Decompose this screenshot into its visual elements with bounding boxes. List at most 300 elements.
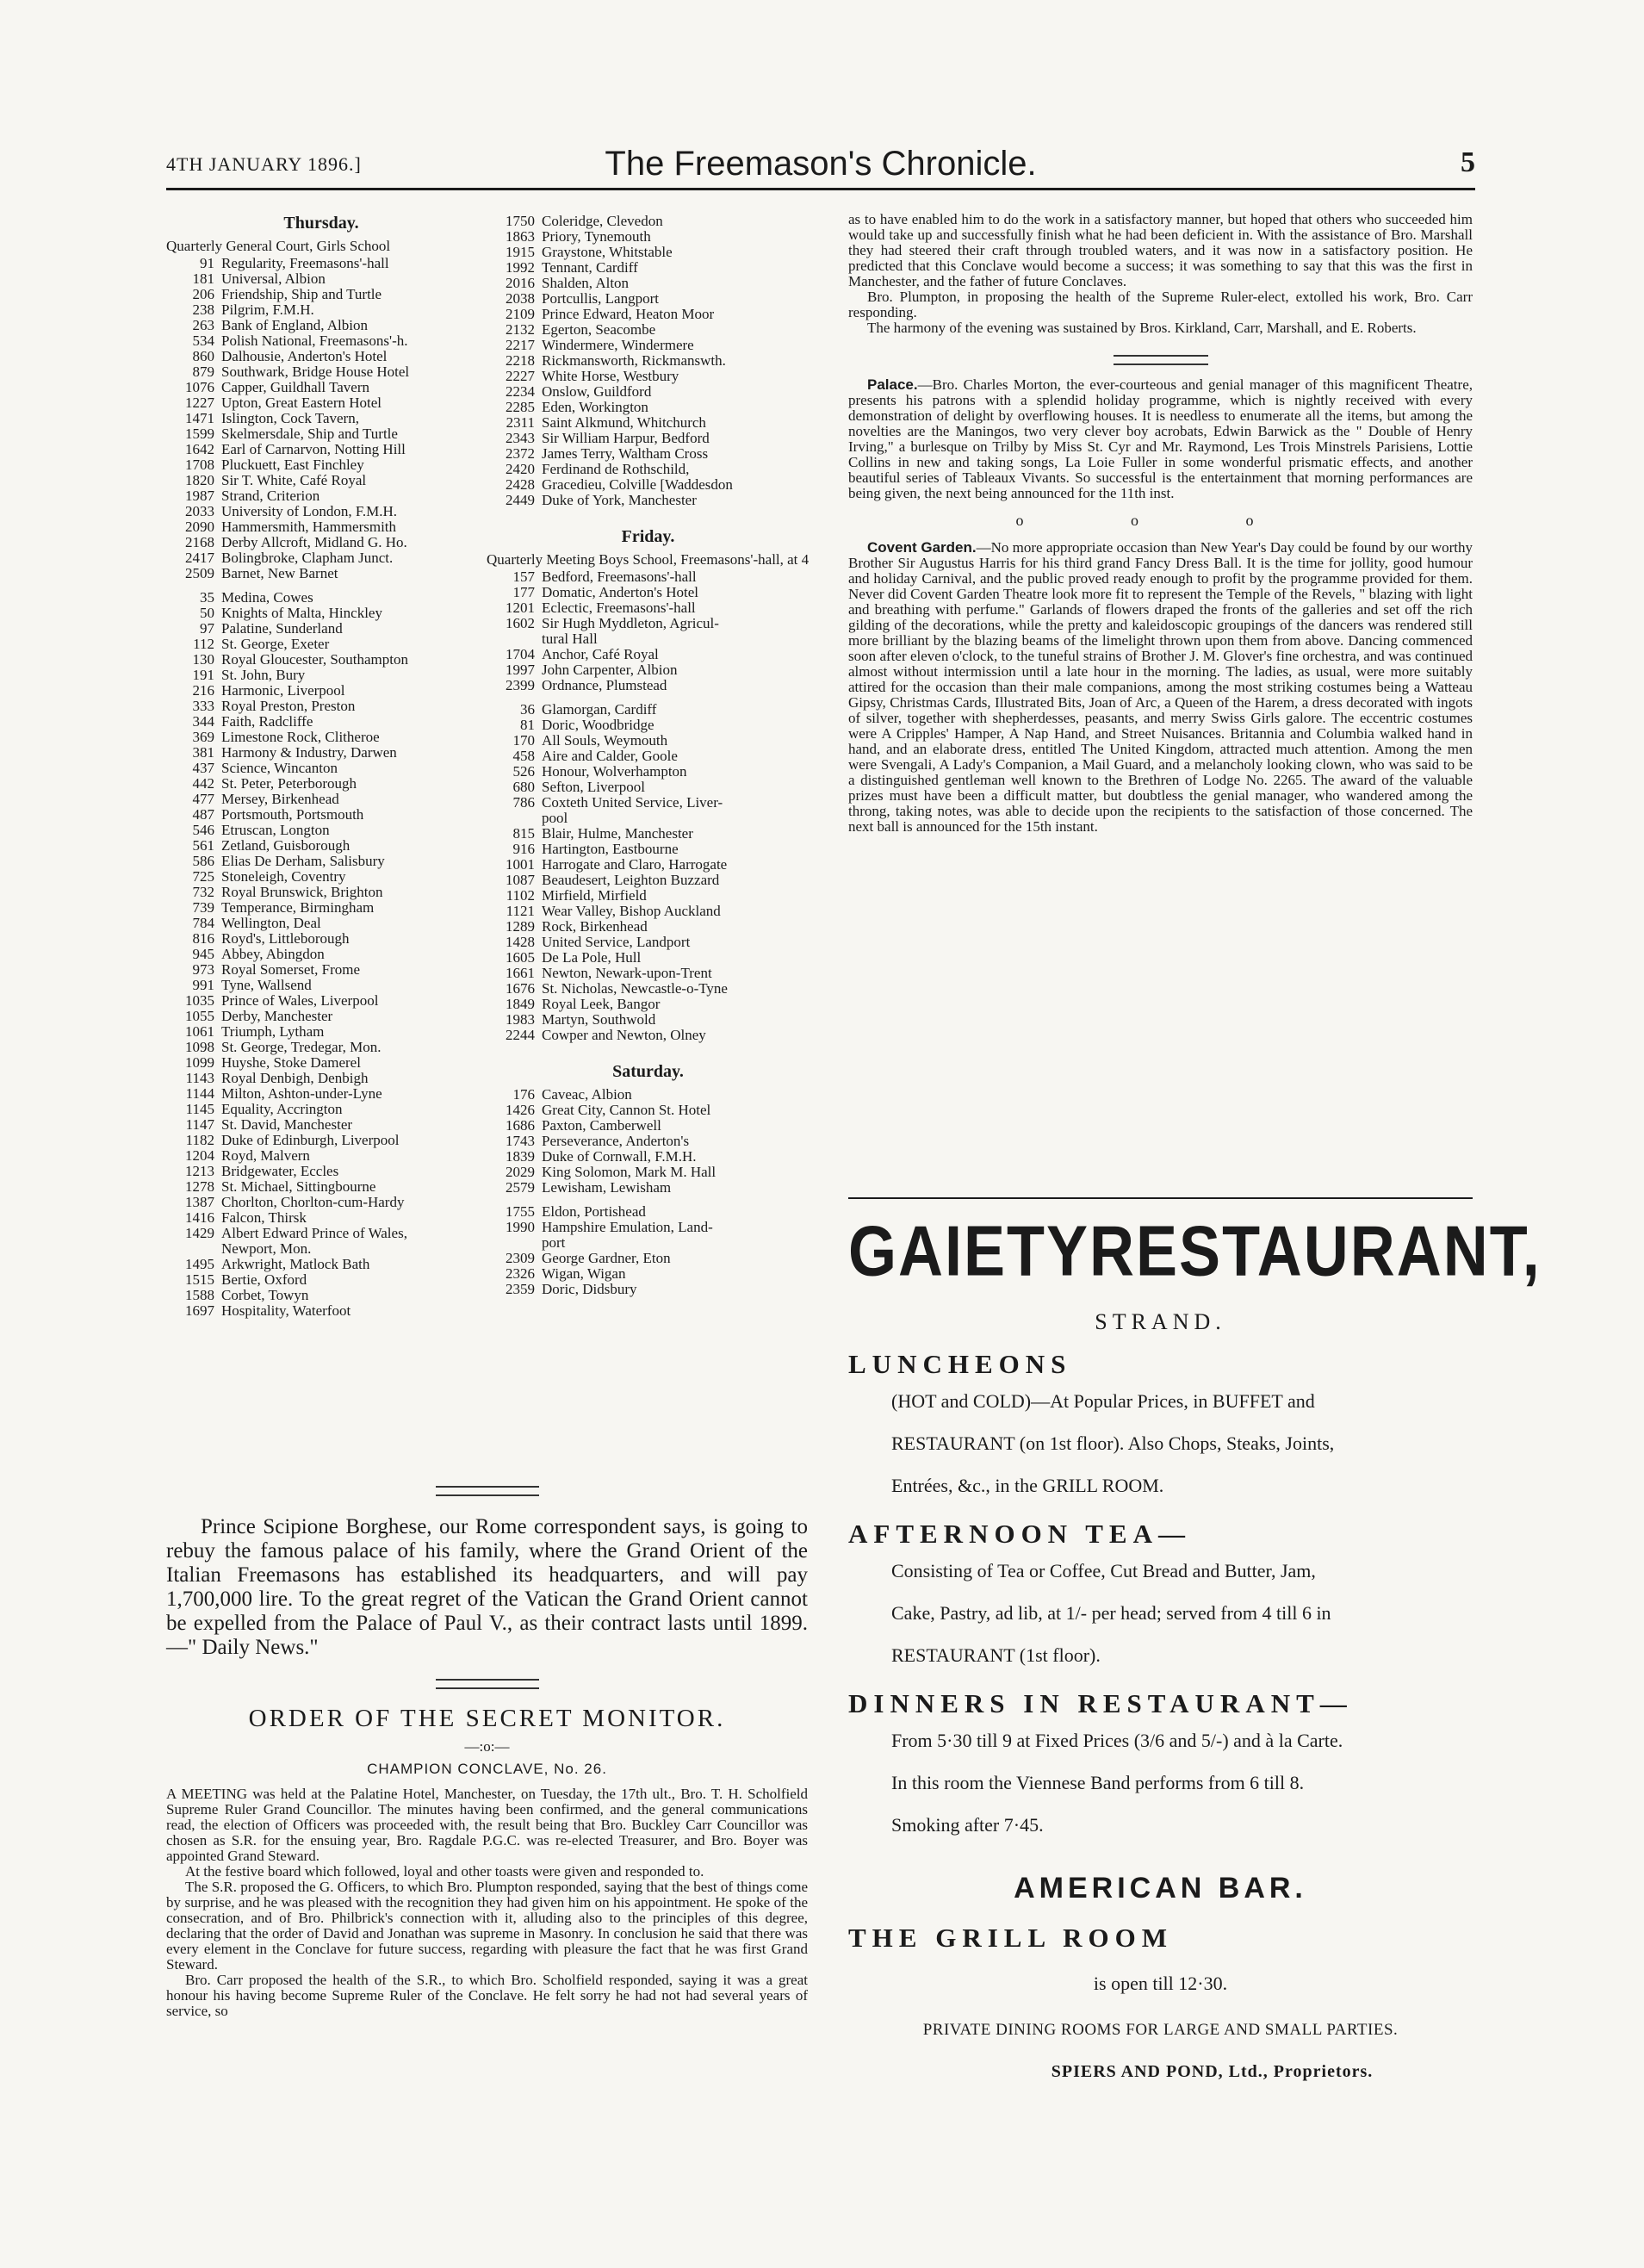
ad-line: Smoking after 7·45. bbox=[891, 1814, 1044, 1836]
lodge-entry bbox=[487, 1087, 810, 1103]
lodge-number: 2016 bbox=[506, 276, 535, 291]
ad-title-word-2: RESTAURANT, bbox=[1089, 1212, 1542, 1291]
lodge-name: Sir Hugh Myddleton, Agricul- bbox=[542, 616, 719, 631]
lodge-number: 2029 bbox=[506, 1165, 535, 1180]
luncheons-lines bbox=[848, 1380, 1473, 1507]
lodge-name: George Gardner, Eton bbox=[542, 1251, 671, 1266]
lodge-name: Coxteth United Service, Liver- bbox=[542, 795, 723, 811]
monitor-title: ORDER OF THE SECRET MONITOR. bbox=[248, 1705, 726, 1732]
lodge-entry bbox=[166, 1195, 476, 1210]
lodge-entry bbox=[166, 637, 476, 652]
lodge-name: Regularity, Freemasons'-hall bbox=[221, 256, 389, 271]
lodge-name: St. David, Manchester bbox=[221, 1117, 353, 1133]
ad-line: Consisting of Tea or Coffee, Cut Bread and Butter, Jam, bbox=[891, 1560, 1316, 1581]
covent-text: —No more appropriate occasion than New Year's Day could be found by our worthy Brother Sir Augustus Harris for his third grand Fancy Dress Ball. It is the time for jollity, good humour and holiday Carnival, and the public proved ready enough to profit by the programme provided for them. Never did Covent Garden Theatre look more fit to represent the Temple of the Revels, " blazing with light and breathing with perfume." Garlands of flowers draped the fronts of the galleries and set off the rich gilding of the decorations, while the pretty and kaleidoscopic groupings of the dancers was rendered still more brilliant by the blazing beams of the limelight thrown upon them from above. Dancing commenced soon after eleven o'clock, to the tuneful strains of Brother J. M. Glover's fine orchestra, and was continued almost without intermission until a late hour in the morning. The ladies, as usual, were more suitably attired for the occasion than their male companions, among the most striking costumes being a Watteau Gipsy, Christmas Cards, Illustrated Bits, Joan of Arc, a Queen of the Harem, a dress decorated with ingots of silver, together with shepherdesses, peasants, and merry Swiss Girls galore. The eccentric costumes were A Cripples' Hamper, A Nap Hand, and Street Nuisances. Britannia and Columbia walked hand in hand, and an elaborate dress, entitled The United Kingdom, attracted much attention. Among the men were Svengali, A Lady's Companion, a Mail Guard, and a melancholy looking clown, who was said to be a distinguished gentleman well known to the Brethren of Lodge No. 2265. The award of the valuable prizes must have been a difficult matter, but doubtless the genial manager, who wandered among the throng, taking notes, was able to decide upon the recipients to the satisfaction of those concerned. The next ball is announced for the 15th instant. bbox=[848, 539, 1473, 835]
lodge-number: 2579 bbox=[506, 1180, 535, 1196]
lodge-number: 1997 bbox=[506, 662, 535, 678]
lodge-number: 1055 bbox=[185, 1009, 214, 1024]
lodge-entry bbox=[166, 838, 476, 854]
lodge-number: 458 bbox=[512, 749, 535, 764]
lodge-name: Eldon, Portishead bbox=[542, 1204, 646, 1220]
lodge-number: 739 bbox=[192, 900, 214, 916]
lodge-number: 1278 bbox=[185, 1179, 214, 1195]
lodge-entry bbox=[487, 1235, 810, 1251]
lodge-entry bbox=[487, 260, 810, 276]
lodge-number: 1076 bbox=[185, 380, 214, 395]
lodge-entry bbox=[487, 631, 810, 647]
lodge-number: 680 bbox=[512, 780, 535, 795]
lodge-number: 1602 bbox=[506, 616, 535, 631]
lodge-name: Portsmouth, Portsmouth bbox=[221, 807, 364, 823]
lodge-entry bbox=[487, 462, 810, 477]
lodge-name: Triumph, Lytham bbox=[221, 1024, 325, 1040]
lodge-name: Faith, Radcliffe bbox=[221, 714, 313, 730]
palace-text: —Bro. Charles Morton, the ever-courteous and genial manager of this magnificent Theatre, presents his patrons with a splendid holiday programme, which is nightly received with every demonstration of delight by overflowing houses. It is needless to enumerate all the items, but among the novelties are the Maningos, two very clever boy acrobats, Edwin Barwick as the " Double of Henry Irving," a burlesque on Trilby by Miss St. Cyr and Mr. Raymond, Les Trois Minstrels Parisiens, Lottie Collins in new and taking songs, La Loie Fuller in some wonderful prismatic effects, and another beautiful series of Tableaux Vivants. So successful is the entertainment that morning performances are being given, the next being announced for the 11th inst. bbox=[848, 376, 1473, 501]
lodge-entry bbox=[166, 621, 476, 637]
lodge-entry bbox=[487, 795, 810, 811]
proprietors: SPIERS AND POND, Ltd., Proprietors. bbox=[1051, 2062, 1374, 2081]
lodge-entry bbox=[166, 504, 476, 519]
lodge-name: Newton, Newark-upon-Trent bbox=[542, 966, 712, 981]
lodge-entry bbox=[487, 749, 810, 764]
lodge-number bbox=[166, 1241, 221, 1257]
ad-line: In this room the Viennese Band performs from 6 till 8. bbox=[891, 1772, 1305, 1793]
lodge-entry bbox=[487, 966, 810, 981]
lodge-entry bbox=[166, 1102, 476, 1117]
lodge-number: 1213 bbox=[185, 1164, 214, 1179]
lodge-name: St. John, Bury bbox=[221, 668, 306, 683]
lodge-name: Zetland, Guisborough bbox=[221, 838, 351, 854]
lodge-number: 2509 bbox=[185, 566, 214, 581]
lodge-entry bbox=[487, 493, 810, 508]
thursday-list-b bbox=[166, 590, 476, 1319]
lodge-entry bbox=[487, 1012, 810, 1028]
lodge-entry bbox=[487, 1180, 810, 1196]
lodge-entry bbox=[166, 900, 476, 916]
lodge-name: St. George, Tredegar, Mon. bbox=[221, 1040, 382, 1055]
lodge-name: Wear Valley, Bishop Auckland bbox=[542, 904, 721, 919]
lodge-number: 1001 bbox=[506, 857, 535, 873]
lodge-number: 725 bbox=[192, 869, 214, 885]
lodge-name: port bbox=[542, 1235, 566, 1251]
lodge-entry bbox=[487, 307, 810, 322]
lodge-entry bbox=[166, 1303, 476, 1319]
saturday-heading: Saturday. bbox=[612, 1062, 684, 1081]
lodge-number: 97 bbox=[200, 621, 214, 637]
lodge-entry bbox=[487, 647, 810, 662]
lodge-name: Perseverance, Anderton's bbox=[542, 1134, 690, 1149]
lodge-number: 2109 bbox=[506, 307, 535, 322]
lodge-entry bbox=[166, 1288, 476, 1303]
lodge-entry bbox=[166, 550, 476, 566]
lodge-number: 1990 bbox=[506, 1220, 535, 1235]
lodge-name: Capper, Guildhall Tavern bbox=[221, 380, 370, 395]
lodge-entry bbox=[166, 519, 476, 535]
friday-intro: Quarterly Meeting Boys School, Freemasons'-hall, at 4 bbox=[487, 551, 810, 568]
lodge-name: Windermere, Windermere bbox=[542, 338, 694, 353]
lodge-entry bbox=[487, 888, 810, 904]
lodge-number: 860 bbox=[192, 349, 214, 364]
lodge-entry bbox=[166, 854, 476, 869]
lodge-name: Hospitality, Waterfoot bbox=[221, 1303, 351, 1319]
lodge-name: All Souls, Weymouth bbox=[542, 733, 668, 749]
lodge-name: Egerton, Seacombe bbox=[542, 322, 656, 338]
lodge-entry bbox=[487, 1149, 810, 1165]
lodge-name: Palatine, Sunderland bbox=[221, 621, 343, 637]
lodge-number: 732 bbox=[192, 885, 214, 900]
lodge-number: 991 bbox=[192, 978, 214, 993]
lodge-number: 2090 bbox=[185, 519, 214, 535]
lodge-entry bbox=[166, 916, 476, 931]
lodge-number: 945 bbox=[192, 947, 214, 962]
lodge-name: Priory, Tynemouth bbox=[542, 229, 651, 245]
lodge-name: Doric, Didsbury bbox=[542, 1282, 637, 1297]
section-ornament: o o o bbox=[1015, 512, 1306, 529]
lodge-entry bbox=[487, 229, 810, 245]
lodge-entry bbox=[487, 780, 810, 795]
lodge-entry bbox=[166, 1241, 476, 1257]
lodge-number: 973 bbox=[192, 962, 214, 978]
lodge-number: 534 bbox=[192, 333, 214, 349]
lodge-entry bbox=[166, 1086, 476, 1102]
lodge-name: Ordnance, Plumstead bbox=[542, 678, 667, 693]
dinners-heading: DINNERS IN RESTAURANT— bbox=[848, 1688, 1353, 1718]
lodge-name: Hammersmith, Hammersmith bbox=[221, 519, 397, 535]
lodge-number: 1708 bbox=[185, 457, 214, 473]
lodge-number: 381 bbox=[192, 745, 214, 761]
lodge-number: 815 bbox=[512, 826, 535, 842]
friday-list-b bbox=[487, 702, 810, 1043]
lodge-name: John Carpenter, Albion bbox=[542, 662, 678, 678]
lodge-entry bbox=[487, 384, 810, 400]
lodge-number: 2372 bbox=[506, 446, 535, 462]
lodge-entry bbox=[487, 1103, 810, 1118]
lodge-number: 176 bbox=[512, 1087, 535, 1103]
ad-title-word-1: GAIETY bbox=[848, 1212, 1090, 1291]
lodge-name: Wellington, Deal bbox=[221, 916, 321, 931]
lodge-entry bbox=[487, 1266, 810, 1282]
lodge-name: Royal Somerset, Frome bbox=[221, 962, 361, 978]
lodge-entry bbox=[166, 606, 476, 621]
lodge-name: Upton, Great Eastern Hotel bbox=[221, 395, 382, 411]
lodge-entry bbox=[166, 885, 476, 900]
lodge-name: Ferdinand de Rothschild, bbox=[542, 462, 690, 477]
luncheons-heading: LUNCHEONS bbox=[848, 1349, 1072, 1379]
lodge-entry bbox=[166, 1226, 476, 1241]
lodge-entry bbox=[487, 950, 810, 966]
lodge-name: Science, Wincanton bbox=[221, 761, 338, 776]
lodge-entry bbox=[166, 1055, 476, 1071]
lodge-name: Southwark, Bridge House Hotel bbox=[221, 364, 410, 380]
lodge-name: Duke of York, Manchester bbox=[542, 493, 697, 508]
lodge-number: 216 bbox=[192, 683, 214, 699]
lodge-number: 546 bbox=[192, 823, 214, 838]
lodge-name: Harmonic, Liverpool bbox=[221, 683, 345, 699]
lodge-entry bbox=[487, 353, 810, 369]
lodge-name: Mersey, Birkenhead bbox=[221, 792, 339, 807]
lodge-number: 1471 bbox=[185, 411, 214, 426]
lodge-name: Earl of Carnarvon, Notting Hill bbox=[221, 442, 406, 457]
monitor-paragraph-2: At the festive board which followed, loyal and other toasts were given and responded to. bbox=[185, 1863, 704, 1880]
lodge-entry bbox=[487, 338, 810, 353]
lodge-name: tural Hall bbox=[542, 631, 598, 647]
monitor-paragraph-1: A MEETING was held at the Palatine Hotel, Manchester, on Tuesday, the 17th ult., Bro. T. H. Scholfield Supreme Ruler Grand Councillor. The minutes having been confirmed, and the general communications read, the election of Officers was proceeded with, the result being that Bro. Buckley Carr Councillor was chosen as S.R. for the ensuing year, Bro. Ragdale P.G.C. was re-elected Treasurer, and Bro. Boyer was appointed Grand Steward. bbox=[166, 1786, 808, 1864]
friday-list-a bbox=[487, 569, 810, 693]
lodge-name: Friendship, Ship and Turtle bbox=[221, 287, 382, 302]
lodge-entry bbox=[166, 590, 476, 606]
lodge-name: St. Nicholas, Newcastle-o-Tyne bbox=[542, 981, 728, 997]
lodge-entry bbox=[487, 733, 810, 749]
lodge-name: Doric, Woodbridge bbox=[542, 718, 654, 733]
lodge-name: Great City, Cannon St. Hotel bbox=[542, 1103, 711, 1118]
lodge-column-2 bbox=[487, 214, 810, 1297]
lodge-name: Blair, Hulme, Manchester bbox=[542, 826, 693, 842]
lodge-name: Limestone Rock, Clitheroe bbox=[221, 730, 380, 745]
lodge-entry bbox=[166, 1117, 476, 1133]
lodge-name: Rickmansworth, Rickmanswth. bbox=[542, 353, 726, 369]
ad-line: (HOT and COLD)—At Popular Prices, in BUFFET and bbox=[891, 1390, 1315, 1412]
lodge-entry bbox=[487, 569, 810, 585]
lodge-name: Medina, Cowes bbox=[221, 590, 313, 606]
lodge-number: 916 bbox=[512, 842, 535, 857]
lodge-number: 1204 bbox=[185, 1148, 214, 1164]
lodge-entry bbox=[487, 214, 810, 229]
issue-date: 4TH JANUARY 1896.] bbox=[166, 153, 362, 175]
lodge-number: 1143 bbox=[185, 1071, 214, 1086]
lodge-entry bbox=[487, 997, 810, 1012]
lodge-name: Elias De Derham, Salisbury bbox=[221, 854, 385, 869]
lodge-number: 2217 bbox=[506, 338, 535, 353]
lodge-name: Royal Preston, Preston bbox=[221, 699, 356, 714]
lodge-number: 1227 bbox=[185, 395, 214, 411]
afternoon-tea-lines bbox=[848, 1550, 1473, 1676]
lodge-number: 1743 bbox=[506, 1134, 535, 1149]
lodge-name: Sefton, Liverpool bbox=[542, 780, 645, 795]
lodge-name: Strand, Criterion bbox=[221, 488, 320, 504]
lodge-entry bbox=[487, 811, 810, 826]
lodge-number: 2168 bbox=[185, 535, 214, 550]
lodge-entry bbox=[166, 1179, 476, 1195]
lodge-name: Derby, Manchester bbox=[221, 1009, 333, 1024]
monitor-continued-3: The harmony of the evening was sustained by Bros. Kirkland, Carr, Marshall, and E. Roberts. bbox=[867, 320, 1417, 336]
lodge-entry bbox=[166, 1272, 476, 1288]
lodge-name: Duke of Edinburgh, Liverpool bbox=[221, 1133, 400, 1148]
lodge-number: 2309 bbox=[506, 1251, 535, 1266]
lodge-name: Honour, Wolverhampton bbox=[542, 764, 687, 780]
lodge-entry bbox=[487, 857, 810, 873]
lodge-entry bbox=[487, 1251, 810, 1266]
ad-line: Cake, Pastry, ad lib, at 1/- per head; served from 4 till 6 in bbox=[891, 1602, 1331, 1624]
lodge-number: 333 bbox=[192, 699, 214, 714]
lodge-number: 191 bbox=[192, 668, 214, 683]
lodge-number: 1605 bbox=[506, 950, 535, 966]
lodge-entry bbox=[166, 333, 476, 349]
saturday-list-a bbox=[487, 1087, 810, 1196]
lodge-name: Derby Allcroft, Midland G. Ho. bbox=[221, 535, 407, 550]
lodge-entry bbox=[166, 1148, 476, 1164]
lodge-entry bbox=[487, 415, 810, 431]
lodge-number: 437 bbox=[192, 761, 214, 776]
lodge-name: Dalhousie, Anderton's Hotel bbox=[221, 349, 388, 364]
lodge-number bbox=[487, 811, 542, 826]
lodge-number: 1426 bbox=[506, 1103, 535, 1118]
monitor-paragraph-4: Bro. Carr proposed the health of the S.R., to which Bro. Scholfield responded, saying it was a great honour his having become Supreme Ruler of the Conclave. He felt sorry he had not had several years of service, so bbox=[166, 1972, 808, 2019]
lodge-entry bbox=[166, 947, 476, 962]
lodge-name: Milton, Ashton-under-Lyne bbox=[221, 1086, 382, 1102]
lodge-entry bbox=[166, 302, 476, 318]
lodge-name: Royal Gloucester, Southampton bbox=[221, 652, 408, 668]
grill-room-heading: THE GRILL ROOM bbox=[848, 1923, 1174, 1953]
lodge-entry bbox=[166, 364, 476, 380]
covent-lead: Covent Garden. bbox=[867, 539, 977, 556]
lodge-entry bbox=[487, 585, 810, 600]
lodge-name: Onslow, Guildford bbox=[542, 384, 652, 400]
lodge-name: Glamorgan, Cardiff bbox=[542, 702, 657, 718]
lodge-entry bbox=[166, 683, 476, 699]
lodge-name: Islington, Cock Tavern, bbox=[221, 411, 359, 426]
lodge-name: Coleridge, Clevedon bbox=[542, 214, 663, 229]
lodge-entry bbox=[487, 1134, 810, 1149]
thursday-list-a bbox=[166, 256, 476, 581]
lodge-entry bbox=[166, 652, 476, 668]
lodge-name: Portcullis, Langport bbox=[542, 291, 659, 307]
lodge-number: 91 bbox=[200, 256, 214, 271]
lodge-entry bbox=[487, 904, 810, 919]
lodge-name: De La Pole, Hull bbox=[542, 950, 642, 966]
lodge-entry bbox=[166, 318, 476, 333]
lodge-name: Sir William Harpur, Bedford bbox=[542, 431, 710, 446]
lodge-entry bbox=[166, 488, 476, 504]
lodge-entry bbox=[166, 473, 476, 488]
lodge-entry bbox=[487, 600, 810, 616]
afternoon-tea-heading: AFTERNOON TEA— bbox=[848, 1519, 1191, 1549]
lodge-entry bbox=[166, 380, 476, 395]
lodge-entry bbox=[166, 807, 476, 823]
lodge-entry bbox=[166, 1133, 476, 1148]
ad-line: From 5·30 till 9 at Fixed Prices (3/6 and 5/-) and à la Carte. bbox=[891, 1730, 1343, 1751]
lodge-entry bbox=[166, 699, 476, 714]
ad-line: Entrées, &c., in the GRILL ROOM. bbox=[891, 1475, 1164, 1496]
lodge-entry bbox=[166, 1164, 476, 1179]
lodge-entry bbox=[487, 718, 810, 733]
lodge-name: United Service, Landport bbox=[542, 935, 691, 950]
dinners-lines bbox=[848, 1719, 1473, 1846]
lodge-number: 1099 bbox=[185, 1055, 214, 1071]
thursday-intro: Quarterly General Court, Girls School bbox=[166, 238, 391, 254]
lodge-name: Equality, Accrington bbox=[221, 1102, 343, 1117]
lodge-number: 36 bbox=[520, 702, 535, 718]
lodge-name: Duke of Cornwall, F.M.H. bbox=[542, 1149, 697, 1165]
lodge-number: 177 bbox=[512, 585, 535, 600]
lodge-number: 2359 bbox=[506, 1282, 535, 1297]
lodge-number: 2428 bbox=[506, 477, 535, 493]
lodge-entry bbox=[487, 981, 810, 997]
thursday-list-c bbox=[487, 214, 810, 508]
monitor-subtitle: CHAMPION CONCLAVE, No. 26. bbox=[367, 1761, 607, 1777]
lodge-entry bbox=[166, 776, 476, 792]
lodge-entry bbox=[166, 1257, 476, 1272]
lodge-number bbox=[487, 1235, 542, 1251]
lodge-entry bbox=[166, 535, 476, 550]
ad-strand: STRAND. bbox=[1095, 1309, 1226, 1334]
lodge-entry bbox=[487, 322, 810, 338]
lodge-entry bbox=[487, 702, 810, 718]
covent-garden-paragraph bbox=[848, 540, 1473, 835]
page-number: 5 bbox=[1461, 146, 1475, 178]
lodge-number: 1147 bbox=[185, 1117, 214, 1133]
lodge-number: 1201 bbox=[506, 600, 535, 616]
lodge-name: Etruscan, Longton bbox=[221, 823, 330, 838]
lodge-number: 1642 bbox=[185, 442, 214, 457]
gaiety-advertisement bbox=[848, 1197, 1542, 2082]
friday-heading: Friday. bbox=[621, 527, 675, 546]
lodge-number: 238 bbox=[192, 302, 214, 318]
lodge-name: Bank of England, Albion bbox=[221, 318, 368, 333]
lodge-number: 112 bbox=[193, 637, 214, 652]
lodge-name: James Terry, Waltham Cross bbox=[542, 446, 709, 462]
page-header bbox=[166, 145, 1475, 190]
lodge-number: 2132 bbox=[506, 322, 535, 338]
lodge-name: Prince Edward, Heaton Moor bbox=[542, 307, 715, 322]
lodge-number: 2227 bbox=[506, 369, 535, 384]
lodge-entry bbox=[166, 823, 476, 838]
lodge-number: 1983 bbox=[506, 1012, 535, 1028]
lodge-entry bbox=[166, 442, 476, 457]
lodge-entry bbox=[166, 962, 476, 978]
lodge-number: 1676 bbox=[506, 981, 535, 997]
lodge-name: St. George, Exeter bbox=[221, 637, 330, 652]
lodge-number: 1915 bbox=[506, 245, 535, 260]
lodge-name: Royal Leek, Bangor bbox=[542, 997, 661, 1012]
lodge-name: Temperance, Birmingham bbox=[221, 900, 375, 916]
lodge-number: 442 bbox=[192, 776, 214, 792]
lodge-name: Royal Brunswick, Brighton bbox=[221, 885, 383, 900]
lodge-name: Tennant, Cardiff bbox=[542, 260, 638, 276]
lodge-number: 1987 bbox=[185, 488, 214, 504]
lodge-column-1 bbox=[166, 214, 476, 1319]
lodge-number: 1145 bbox=[185, 1102, 214, 1117]
lodge-name: University of London, F.M.H. bbox=[221, 504, 398, 519]
lodge-entry bbox=[487, 245, 810, 260]
american-bar-heading: AMERICAN BAR. bbox=[1014, 1872, 1307, 1904]
lodge-number: 1387 bbox=[185, 1195, 214, 1210]
lodge-name: Cowper and Newton, Olney bbox=[542, 1028, 706, 1043]
lodge-name: Sir T. White, Café Royal bbox=[221, 473, 367, 488]
lodge-name: Knights of Malta, Hinckley bbox=[221, 606, 382, 621]
lodge-number: 2033 bbox=[185, 504, 214, 519]
lodge-number: 1428 bbox=[506, 935, 535, 950]
lodge-number: 784 bbox=[192, 916, 214, 931]
lodge-number: 1289 bbox=[506, 919, 535, 935]
lodge-number: 1599 bbox=[185, 426, 214, 442]
lodge-number: 2285 bbox=[506, 400, 535, 415]
lodge-number: 1992 bbox=[506, 260, 535, 276]
lodge-name: Domatic, Anderton's Hotel bbox=[542, 585, 699, 600]
lodge-number: 2449 bbox=[506, 493, 535, 508]
lodge-entry bbox=[487, 431, 810, 446]
lodge-name: White Horse, Westbury bbox=[542, 369, 679, 384]
divider-rule bbox=[1114, 355, 1208, 365]
lodge-number: 369 bbox=[192, 730, 214, 745]
lodge-entry bbox=[487, 919, 810, 935]
lodge-name: Beaudesert, Leighton Buzzard bbox=[542, 873, 720, 888]
lodge-number: 1820 bbox=[185, 473, 214, 488]
lodge-entry bbox=[166, 271, 476, 287]
lodge-number: 157 bbox=[512, 569, 535, 585]
lodge-entry bbox=[487, 1028, 810, 1043]
lodge-name: Eden, Workington bbox=[542, 400, 648, 415]
divider-rule bbox=[436, 1486, 539, 1496]
